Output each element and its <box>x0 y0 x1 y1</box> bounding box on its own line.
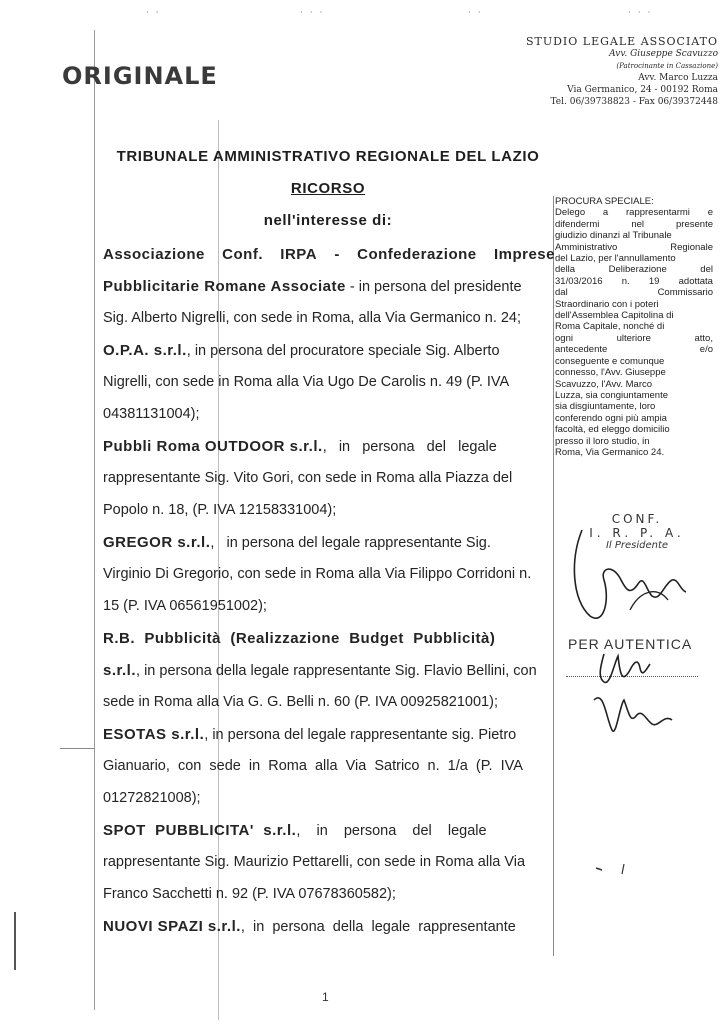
note-word: conseguente e comunque <box>555 355 665 367</box>
note-word: n. <box>621 275 630 287</box>
word: Associazione <box>103 246 205 263</box>
body-line: Sig. Alberto Nigrelli, con sede in Roma, alla Via Germanico n. 24; <box>103 310 522 326</box>
body-text: , in persona della legale rappresentante Sig. Flavio Bellini, con <box>136 663 537 679</box>
note-line <box>555 299 713 310</box>
note-word: nel <box>631 218 645 230</box>
body-text: , in persona della legale rappresentante <box>240 919 516 935</box>
party-name: GREGOR s.r.l. <box>103 534 211 551</box>
note-word: sia disgiuntamente, loro <box>555 401 656 413</box>
stamp-line: Via Germanico, 24 - 00192 Roma <box>567 85 718 95</box>
note-word: Scavuzzo, l'Avv. Marco <box>555 378 653 390</box>
body-text: , in persona del legale <box>322 439 497 455</box>
stamp-line: Il Presidente <box>605 540 669 551</box>
stamp-line: Tel. 06/39738823 - Fax 06/39372448 <box>550 97 718 107</box>
body-line: Popolo n. 18, (P. IVA 12158331004); <box>103 502 337 518</box>
note-word: e/o <box>699 344 713 356</box>
note-word: facoltà, ed eleggo domicilio <box>555 424 670 436</box>
law-firm-stamp <box>488 36 718 108</box>
word: Conf. <box>222 246 263 263</box>
note-line <box>555 390 713 401</box>
stamp-line: I. R. P. A. <box>589 526 685 540</box>
body-line: Gianuario, con sede in Roma alla Via Satrico n. 1/a (P. IVA <box>103 758 523 774</box>
body-text: , in persona del procuratore speciale Sig. Alberto <box>186 343 500 359</box>
party-name: SPOT PUBBLICITA' s.r.l. <box>103 822 297 839</box>
body-line <box>103 662 555 679</box>
note-line <box>555 413 713 424</box>
parties-intro: nell'interesse di: <box>263 212 393 229</box>
note-word: adottata <box>678 275 713 287</box>
note-word: a <box>602 207 609 219</box>
body-line <box>103 246 555 263</box>
note-line <box>555 310 713 321</box>
note-word: 31/03/2016 <box>555 275 603 287</box>
note-word: del Lazio, per l'annullamento <box>555 253 676 265</box>
body-line: Nigrelli, con sede in Roma alla Via Ugo De Carolis n. 49 (P. IVA <box>103 374 510 390</box>
body-line <box>103 918 555 935</box>
note-word: connesso, l'Avv. Giuseppe <box>555 367 666 379</box>
scan-dots: · · <box>146 8 161 18</box>
note-line <box>555 276 713 287</box>
note-line <box>555 242 713 253</box>
note-line <box>555 207 713 218</box>
note-word: dell'Assemblea Capitolina di <box>555 310 674 322</box>
note-line <box>555 287 713 298</box>
scan-edge-mark <box>14 912 16 970</box>
note-word: Straordinario con i poteri <box>555 298 659 310</box>
note-word: Delego <box>555 207 586 219</box>
note-word: presso il loro studio, in <box>555 435 650 447</box>
note-line <box>555 367 713 378</box>
authentication-label: PER AUTENTICA <box>568 636 693 652</box>
word: Imprese <box>493 246 555 263</box>
note-line <box>555 356 713 367</box>
body-line: 04381131004); <box>103 406 200 422</box>
power-of-attorney-note <box>555 196 713 458</box>
stamp-line: CONF. <box>611 512 663 526</box>
body-line: R.B. Pubblicità (Realizzazione Budget Pubblicità) <box>103 630 496 647</box>
body-text: , in persona del legale rappresentante sig. Pietro <box>204 727 517 743</box>
stamp-line: STUDIO LEGALE ASSOCIATO <box>525 35 718 48</box>
party-name: NUOVI SPAZI s.r.l. <box>103 918 241 935</box>
word: IRPA <box>280 246 318 263</box>
body-text: , in persona del legale <box>296 823 487 839</box>
authentication-signature <box>580 634 710 744</box>
body-line <box>103 822 555 839</box>
party-name: ESOTAS s.r.l. <box>103 726 205 743</box>
note-word: ulteriore <box>616 332 651 344</box>
note-line <box>555 379 713 390</box>
body-line: sede in Roma alla Via G. G. Belli n. 60 (P. IVA 00925821001); <box>103 694 498 710</box>
party-name: s.r.l. <box>103 662 137 679</box>
body-line: 15 (P. IVA 06561951002); <box>103 598 267 614</box>
party-name: O.P.A. s.r.l. <box>103 342 187 359</box>
stray-mark <box>594 862 634 878</box>
body-line <box>103 726 555 743</box>
note-word: Luzza, sia congiuntamente <box>555 389 669 401</box>
body-line: rappresentante Sig. Maurizio Pettarelli, con sede in Roma alla Via <box>103 854 526 870</box>
note-word: difendermi <box>555 218 600 230</box>
page-number: 1 <box>322 990 329 1004</box>
note-word: Deliberazione <box>608 264 667 276</box>
body-line <box>103 342 555 359</box>
body-text: - in persona del presidente <box>345 279 522 295</box>
note-word: Commissario <box>657 287 713 299</box>
president-signature <box>560 520 700 630</box>
scan-dots: · · · <box>628 8 653 18</box>
note-word: Regionale <box>670 241 713 253</box>
party-name: Pubblicitarie Romane Associate <box>103 278 346 295</box>
note-word: rappresentarmi <box>626 207 690 219</box>
note-word: conferendo ogni più ampia <box>555 412 667 424</box>
body-line: rappresentante Sig. Vito Gori, con sede in Roma alla Piazza del <box>103 470 513 486</box>
note-line <box>555 230 713 241</box>
note-word: della <box>555 264 576 276</box>
scan-dots: · · <box>468 8 483 18</box>
document-title: RICORSO <box>290 180 366 197</box>
note-line <box>555 436 713 447</box>
body-line <box>103 278 555 295</box>
note-word: giudizio dinanzi al Tribunale <box>555 230 672 242</box>
stamp-line: Avv. Giuseppe Scavuzzo <box>609 49 718 59</box>
note-word: Roma, Via Germanico 24. <box>555 446 665 458</box>
note-word: ogni <box>555 332 573 344</box>
body-line: Franco Sacchetti n. 92 (P. IVA 07678360582); <box>103 886 396 902</box>
note-word: del <box>700 264 713 276</box>
note-word: 19 <box>648 275 660 287</box>
note-word: e <box>707 207 713 219</box>
word: Confederazione <box>357 246 477 263</box>
party-name: Pubbli Roma OUTDOOR s.r.l. <box>103 438 323 455</box>
note-line <box>555 424 713 435</box>
note-line <box>555 344 713 355</box>
body-line: Virginio Di Gregorio, con sede in Roma alla Via Filippo Corridoni n. <box>103 566 532 582</box>
punch-mark <box>60 748 94 749</box>
note-word: Amministrativo <box>555 241 618 253</box>
originale-stamp: ORIGINALE <box>62 62 218 90</box>
note-body <box>555 207 713 458</box>
stamp-line: Avv. Marco Luzza <box>638 73 718 83</box>
note-line <box>555 219 713 230</box>
note-line <box>555 401 713 412</box>
word: - <box>334 246 340 263</box>
court-title: TRIBUNALE AMMINISTRATIVO REGIONALE DEL LAZIO <box>116 148 540 165</box>
body-line <box>103 438 555 455</box>
note-word: antecedente <box>555 344 608 356</box>
note-line <box>555 333 713 344</box>
note-word: atto, <box>694 332 713 344</box>
note-line <box>555 264 713 275</box>
note-line <box>555 447 713 458</box>
body-line: 01272821008); <box>103 790 201 806</box>
scan-dots: · · · <box>300 8 325 18</box>
note-line <box>555 321 713 332</box>
body-line <box>103 534 555 551</box>
body-text: , in persona del legale rappresentante Sig. <box>210 535 491 551</box>
note-word: presente <box>676 218 713 230</box>
stamp-line: (Patrocinante in Cassazione) <box>616 62 718 70</box>
note-word: Roma Capitale, nonché di <box>555 321 665 333</box>
note-title: PROCURA SPECIALE: <box>555 196 654 207</box>
note-word: dal <box>555 287 568 299</box>
margin-line-left <box>94 30 95 1010</box>
note-line <box>555 253 713 264</box>
